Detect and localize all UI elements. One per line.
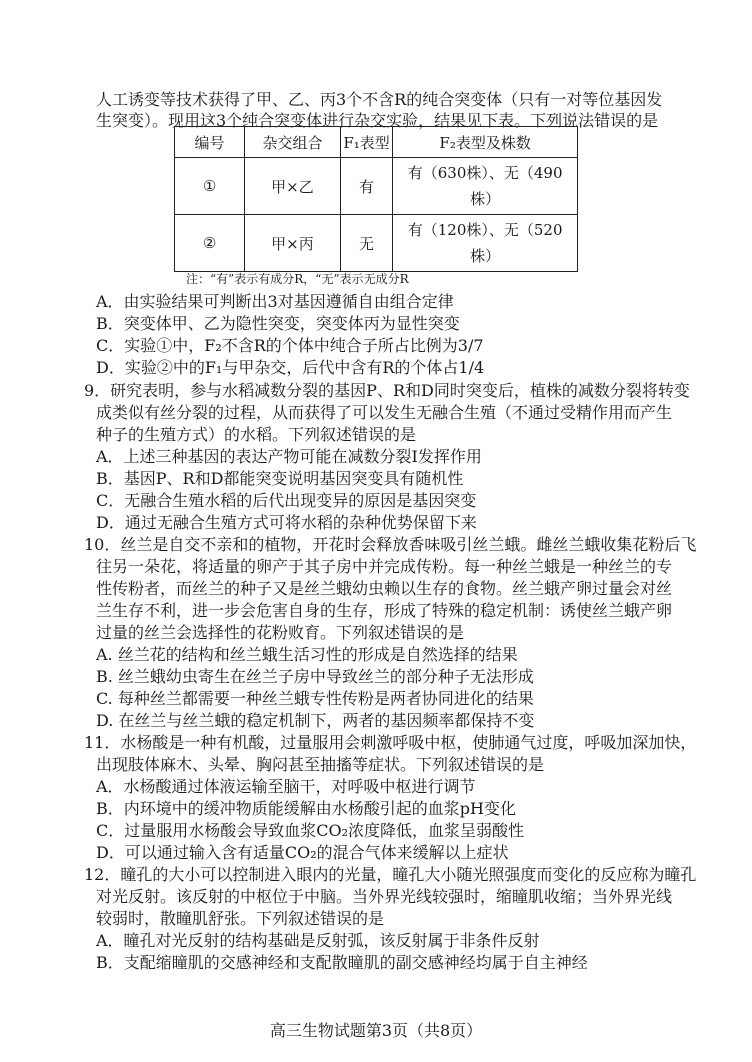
- q10-stem-line: 兰生存不利，进一步会危害自身的生存，形成了特殊的稳定机制：诱使丝兰蛾产卵: [96, 601, 673, 620]
- row-id: ①: [175, 158, 245, 215]
- q12-stem-line: 较弱时，散瞳肌舒张。下列叙述错误的是: [96, 909, 385, 928]
- table-header: 杂交组合: [245, 127, 341, 158]
- q11-option-d: D．可以通过输入含有适量CO₂的混合气体来缓解以上症状: [96, 843, 509, 862]
- q11-option-b: B．内环境中的缓冲物质能缓解由水杨酸引起的血浆pH变化: [96, 799, 516, 818]
- hybridization-table: [174, 126, 578, 272]
- q12-stem-line: 对光反射。该反射的中枢位于中脑。当外界光线较强时，缩瞳肌收缩；当外界光线: [96, 887, 673, 906]
- q11-option-c: C．过量服用水杨酸会导致血浆CO₂浓度降低，血浆呈弱酸性: [96, 821, 525, 840]
- row-cross: 甲×丙: [245, 215, 341, 272]
- q10-stem-line: 10．丝兰是自交不亲和的植物，开花时会释放香味吸引丝兰蛾。雌丝兰蛾收集花粉后飞: [84, 535, 697, 554]
- table-row: [175, 158, 578, 215]
- q12-option-b: B．支配缩瞳肌的交感神经和支配散瞳肌的副交感神经均属于自主神经: [96, 953, 588, 972]
- q9-stem-line: 9．研究表明，参与水稻减数分裂的基因P、R和D同时突变后，植株的减数分裂将转变: [84, 381, 690, 400]
- row-id: ②: [175, 215, 245, 272]
- q8-option-c: C．实验①中，F₂不含R的个体中纯合子所占比例为3/7: [96, 336, 484, 355]
- q9-option-c: C．无融合生殖水稻的后代出现变异的原因是基因突变: [96, 491, 477, 510]
- q10-stem-line: 过量的丝兰会选择性的花粉败育。下列叙述错误的是: [96, 623, 465, 642]
- q10-stem-line: 往另一朵花，将适量的卵产于其子房中并完成传粉。每一种丝兰蛾是一种丝兰的专: [96, 557, 673, 576]
- row-f1: 有: [340, 158, 392, 215]
- row-f2-line: 有（630株）、无（490: [407, 164, 563, 182]
- q10-option-b: B. 丝兰蛾幼虫寄生在丝兰子房中导致丝兰的部分种子无法形成: [96, 667, 534, 686]
- q9-stem-line: 种子的生殖方式）的水稻。下列叙述错误的是: [96, 425, 417, 444]
- table-header-row: [175, 127, 578, 158]
- table-note: 注：“有”表示有成分R，“无”表示无成分R: [186, 272, 409, 286]
- row-f2-line: 株）: [470, 247, 501, 265]
- q8-intro-line: 生突变）。现用这3个纯合突变体进行杂交实验，结果见下表。下列说法错误的是: [96, 111, 659, 130]
- row-f2: [393, 215, 578, 272]
- row-f2: [393, 158, 578, 215]
- q8-option-b: B．突变体甲、乙为隐性突变，突变体丙为显性突变: [96, 314, 460, 333]
- table-row: [175, 215, 578, 272]
- row-f1: 无: [340, 215, 392, 272]
- table-header: F₂表型及株数: [393, 127, 578, 158]
- table-header: 编号: [175, 127, 245, 158]
- q12-stem-line: 12．瞳孔的大小可以控制进入眼内的光量，瞳孔大小随光照强度而变化的反应称为瞳孔: [84, 865, 697, 884]
- table-header: F₁表型: [340, 127, 392, 158]
- q8-intro-line: 人工诱变等技术获得了甲、乙、丙3个不含R的纯合突变体（只有一对等位基因发: [96, 90, 663, 109]
- q9-option-a: A．上述三种基因的表达产物可能在减数分裂Ⅰ发挥作用: [96, 447, 482, 466]
- q12-option-a: A．瞳孔对光反射的结构基础是反射弧，该反射属于非条件反射: [96, 931, 540, 950]
- q11-stem-line: 出现肢体麻木、头晕、胸闷甚至抽搐等症状。下列叙述错误的是: [96, 755, 545, 774]
- row-cross: 甲×乙: [245, 158, 341, 215]
- q9-option-d: D．通过无融合生殖方式可将水稻的杂种优势保留下来: [96, 513, 477, 532]
- q9-stem-line: 成类似有丝分裂的过程，从而获得了可以发生无融合生殖（不通过受精作用而产生: [96, 403, 673, 422]
- page-footer: 高三生物试题第3页（共8页）: [269, 1021, 483, 1040]
- q8-option-d: D．实验②中的F₁与甲杂交，后代中含有R的个体占1/4: [96, 358, 485, 377]
- row-f2-line: 有（120株）、无（520: [407, 221, 563, 239]
- q11-stem-line: 11．水杨酸是一种有机酸，过量服用会刺激呼吸中枢，使肺通气过度，呼吸加深加快，: [84, 733, 697, 752]
- row-f2-line: 株）: [470, 190, 501, 208]
- q8-option-a: A．由实验结果可判断出3对基因遵循自由组合定律: [96, 292, 454, 311]
- q10-option-c: C. 每种丝兰都需要一种丝兰蛾专性传粉是两者协同进化的结果: [96, 689, 534, 708]
- q10-option-d: D. 在丝兰与丝兰蛾的稳定机制下，两者的基因频率都保持不变: [96, 711, 535, 730]
- q10-option-a: A. 丝兰花的结构和丝兰蛾生活习性的形成是自然选择的结果: [96, 645, 518, 664]
- q10-stem-line: 性传粉者，而丝兰的种子又是丝兰蛾幼虫赖以生存的食物。丝兰蛾产卵过量会对丝: [96, 579, 673, 598]
- q11-option-a: A．水杨酸通过体液运输至脑干，对呼吸中枢进行调节: [96, 777, 476, 796]
- q9-option-b: B．基因P、R和D都能突变说明基因突变具有随机性: [96, 469, 464, 488]
